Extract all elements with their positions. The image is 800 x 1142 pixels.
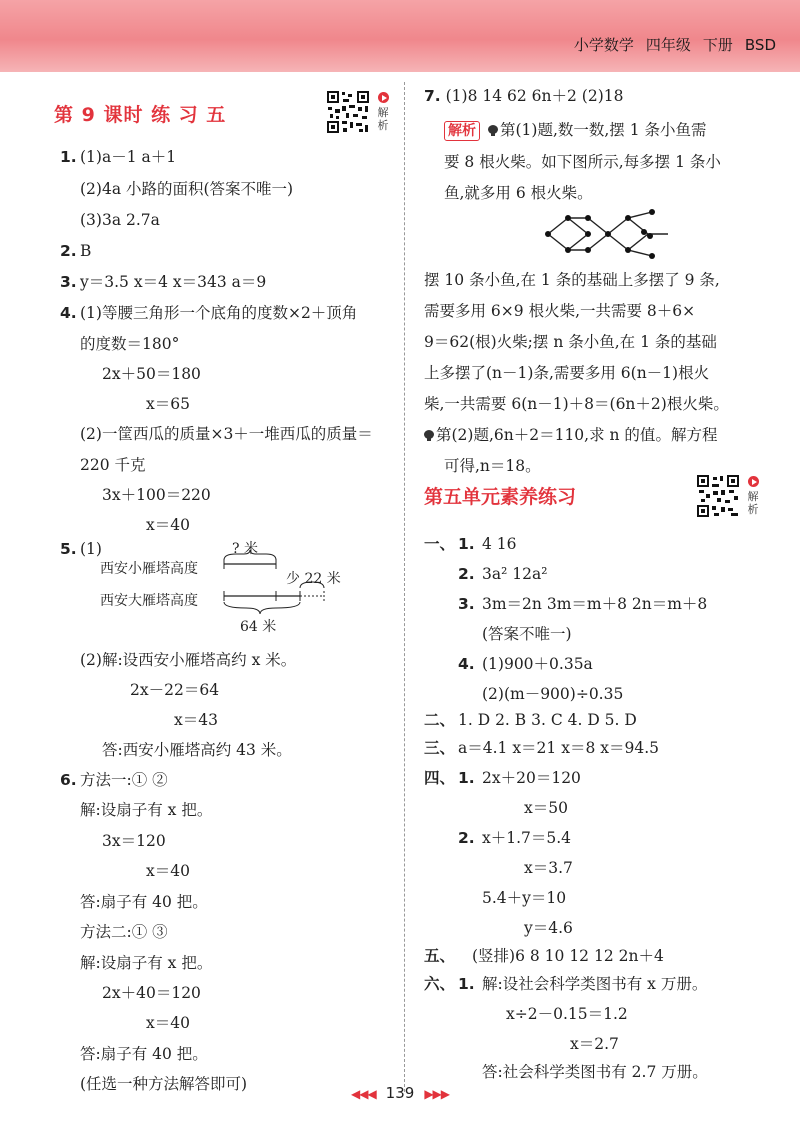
answer-line: (1)等腰三角形一个底角的度数×2＋顶角	[80, 304, 358, 322]
body-line-2: 9＝62(根)火柴;摆 n 条小鱼,在 1 条的基础	[424, 333, 717, 351]
diagram-total-label: 64 米	[240, 619, 277, 635]
q7-number: 7.	[424, 87, 441, 105]
answer-line: (竖排)6 8 10 12 12 2n＋4	[472, 947, 664, 965]
diagram-less-label: 少 22 米	[286, 571, 341, 587]
answer-line: x＝65	[146, 395, 190, 413]
note2-text: 第(2)题,6n＋2＝110,求 n 的值。解方程	[436, 426, 718, 444]
answer-line: (1)	[80, 540, 102, 558]
question-number: 3.	[458, 595, 475, 613]
question-number: 1.	[458, 535, 475, 553]
answer-line: y＝3.5 x＝4 x＝343 a＝9	[80, 273, 267, 291]
page-header-band	[0, 0, 800, 72]
section-label: 四、	[424, 769, 456, 787]
answer-line: 1. D 2. B 3. C 4. D 5. D	[458, 711, 637, 729]
answer-line: (1)a－1 a＋1	[80, 148, 177, 166]
answer-line: 3x＋100＝220	[102, 486, 211, 504]
answer-line: 答:社会科学类图书有 2.7 万册。	[482, 1063, 708, 1081]
answer-line: 5.4＋y＝10	[482, 889, 567, 907]
header-edition: BSD	[744, 36, 776, 54]
header-text	[574, 34, 776, 55]
answer-line: 220 千克	[80, 456, 146, 474]
answer-line: 3m＝2n 3m＝m＋8 2n＝m＋8	[482, 595, 708, 613]
page-footer	[0, 1084, 800, 1102]
section-label: 二、	[424, 711, 456, 729]
qr-label: 解析	[747, 490, 759, 516]
analysis-line-1: 要 8 根火柴。如下图所示,每多摆 1 条小	[444, 153, 721, 171]
answer-line: x＝3.7	[524, 859, 573, 877]
answer-line: x＋1.7＝5.4	[482, 829, 572, 847]
body-line-0: 摆 10 条小鱼,在 1 条的基础上多摆了 9 条,	[424, 271, 720, 289]
answer-line: x＝2.7	[570, 1035, 619, 1053]
note2-line-1: 可得,n＝18。	[444, 457, 541, 475]
diagram-small-label: 西安小雁塔高度	[100, 561, 198, 577]
answer-line: 3x＝120	[102, 832, 166, 850]
answer-line: 2x＋50＝180	[102, 365, 201, 383]
question-number: 1.	[458, 769, 475, 787]
answer-line: 的度数＝180°	[80, 335, 180, 353]
answer-line: 方法一:① ②	[80, 771, 168, 789]
answer-line: (1)900＋0.35a	[482, 655, 593, 673]
answer-line: (2)(m－900)÷0.35	[482, 685, 624, 703]
answer-line: 解:设扇子有 x 把。	[80, 801, 213, 819]
q7-answer: (1)8 14 62 6n＋2 (2)18	[445, 87, 624, 105]
lightbulb-icon	[488, 125, 498, 137]
page-number: 139	[385, 1084, 415, 1102]
lightbulb-icon	[424, 430, 434, 442]
question-number: 2.	[60, 242, 77, 260]
qr-code-icon[interactable]	[696, 474, 740, 518]
lesson-title: 第 9 课时 练 习 五	[54, 104, 227, 126]
answer-line: 4 16	[482, 535, 517, 553]
answer-line: 答:西安小雁塔高约 43 米。	[102, 741, 292, 759]
answer-line: 方法二:① ③	[80, 923, 168, 941]
qr-label: 解析	[377, 106, 389, 132]
answer-line: 解:设扇子有 x 把。	[80, 954, 213, 972]
q7-line	[424, 86, 623, 106]
answer-line: (2)解:设西安小雁塔高约 x 米。	[80, 651, 297, 669]
question-number: 3.	[60, 273, 77, 291]
next-arrows-icon: ▶▶▶	[424, 1087, 449, 1101]
answer-line: 2x－22＝64	[130, 681, 220, 699]
question-number: 4.	[458, 655, 475, 673]
header-grade: 四年级	[645, 36, 691, 54]
question-number: 5.	[60, 540, 77, 558]
section-label: 六、	[424, 975, 456, 993]
answer-line: 答:扇子有 40 把。	[80, 893, 208, 911]
play-icon[interactable]	[748, 476, 759, 487]
answer-line: x＝40	[146, 516, 190, 534]
diagram-big-label: 西安大雁塔高度	[100, 593, 198, 609]
section-label: 一、	[424, 535, 456, 553]
answer-line: 3a² 12a²	[482, 565, 548, 583]
question-number: 2.	[458, 565, 475, 583]
answer-line: (3)3a 2.7a	[80, 211, 160, 229]
answer-line: 2x＋40＝120	[102, 984, 201, 1002]
analysis-text: 第(1)题,数一数,摆 1 条小鱼需	[500, 121, 707, 139]
section-label: 三、	[424, 739, 456, 757]
body-line-1: 需要多用 6×9 根火柴,一共需要 8＋6×	[424, 302, 696, 320]
note2-line-0	[424, 425, 717, 445]
header-term: 下册	[702, 36, 733, 54]
qr-code-icon[interactable]	[326, 90, 370, 134]
question-number: 6.	[60, 771, 77, 789]
answer-line: (任选一种方法解答即可)	[80, 1075, 248, 1093]
diagram-unknown-label: ? 米	[232, 541, 258, 557]
answer-line: (2)一筐西瓜的质量×3＋一堆西瓜的质量＝	[80, 425, 373, 443]
question-number: 1.	[60, 148, 77, 166]
question-number: 4.	[60, 304, 77, 322]
analysis-line-2: 鱼,就多用 6 根火柴。	[444, 184, 593, 202]
question-number: 1.	[458, 975, 475, 993]
answer-line: x÷2－0.15＝1.2	[506, 1005, 628, 1023]
body-line-4: 柴,一共需要 6(n－1)＋8＝(6n＋2)根火柴。	[424, 395, 729, 413]
question-number: 2.	[458, 829, 475, 847]
matchstick-fish-figure	[540, 208, 680, 260]
column-divider	[404, 82, 405, 1092]
answer-line: x＝40	[146, 1014, 190, 1032]
answer-line: 答:扇子有 40 把。	[80, 1045, 208, 1063]
analysis-badge: 解析	[444, 121, 480, 141]
diagram-bars	[216, 550, 336, 620]
header-subject: 小学数学	[573, 36, 634, 54]
prev-arrows-icon: ◀◀◀	[350, 1087, 376, 1101]
answer-line: B	[80, 242, 92, 260]
answer-line: y＝4.6	[524, 919, 573, 937]
answer-line: (2)4a 小路的面积(答案不唯一)	[80, 180, 294, 198]
section-label: 五、	[424, 947, 456, 965]
analysis-line-0	[444, 120, 707, 141]
answer-line: a＝4.1 x＝21 x＝8 x＝94.5	[458, 739, 659, 757]
answer-line: x＝40	[146, 862, 190, 880]
answer-line: x＝50	[524, 799, 568, 817]
play-icon[interactable]	[378, 92, 389, 103]
answer-line: 2x＋20＝120	[482, 769, 581, 787]
body-line-3: 上多摆了(n－1)条,需要多用 6(n－1)根火	[424, 364, 710, 382]
answer-line: x＝43	[174, 711, 218, 729]
answer-line: (答案不唯一)	[482, 625, 572, 643]
section-title: 第五单元素养练习	[424, 486, 577, 508]
answer-line: 解:设社会科学类图书有 x 万册。	[482, 975, 708, 993]
